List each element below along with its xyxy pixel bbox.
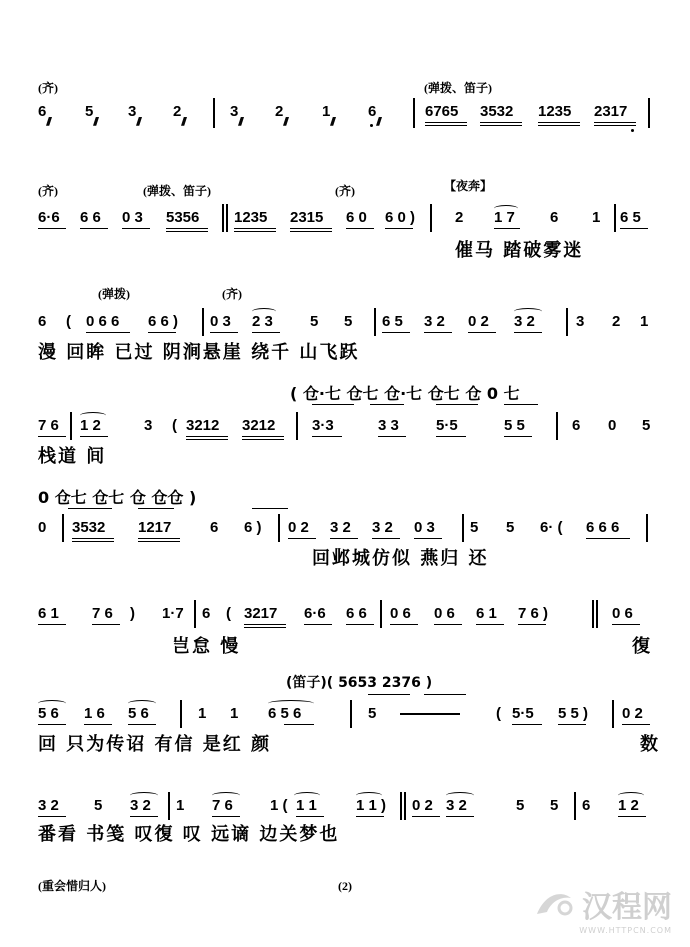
percussion-row-4: ( 仓·七 仓七 仓·七 仓七 仓 0 七 [290,384,520,403]
annotation-flute-interlude: (笛子)( 5653 2376 ) [286,675,433,691]
annotation-plucked: (弹拨) [98,287,130,301]
annotation-unison-3: (齐) [335,184,355,198]
watermark-url: WWW.HTTPCN.COM [579,926,672,935]
watermark-logo-icon [531,884,577,924]
lyrics-row-6: 岂怠 慢 [172,636,241,657]
annotation-plucked-flute: (弹拨、笛子) [424,81,492,95]
annotation-unison-2: (齐) [38,184,58,198]
percussion-row-5: 0 仓七 仓七 仓 仓仓 ) [38,488,197,507]
footer-title: (重会惜归人) [38,879,106,893]
lyrics-row-7: 回 只为传诏 有信 是红 颜 [38,734,272,755]
watermark [531,882,672,935]
lyrics-row-3: 漫 回眸 已过 阴涧悬崖 绕千 山飞跃 [38,342,360,363]
annotation-unison: (齐) [38,81,58,95]
lyrics-row-8: 番看 书笺 叹復 叹 远谪 边关梦也 [38,824,340,845]
lyrics-row-2: 催马 踏破雾迷 [455,240,584,261]
lyrics-row-7-right: 数 [640,734,660,755]
lyrics-row-5: 回邺城仿似 燕归 还 [312,548,489,569]
lyrics-row-4: 栈道 间 [38,446,107,467]
annotation-yeben: 【夜奔】 [444,179,493,193]
watermark-text: 汉程网 [582,890,672,925]
annotation-unison-4: (齐) [222,287,242,301]
lyrics-row-6-right: 復 [632,636,652,657]
page-number: (2) [338,879,352,893]
annotation-plucked-flute-2: (弹拨、笛子) [143,184,211,198]
